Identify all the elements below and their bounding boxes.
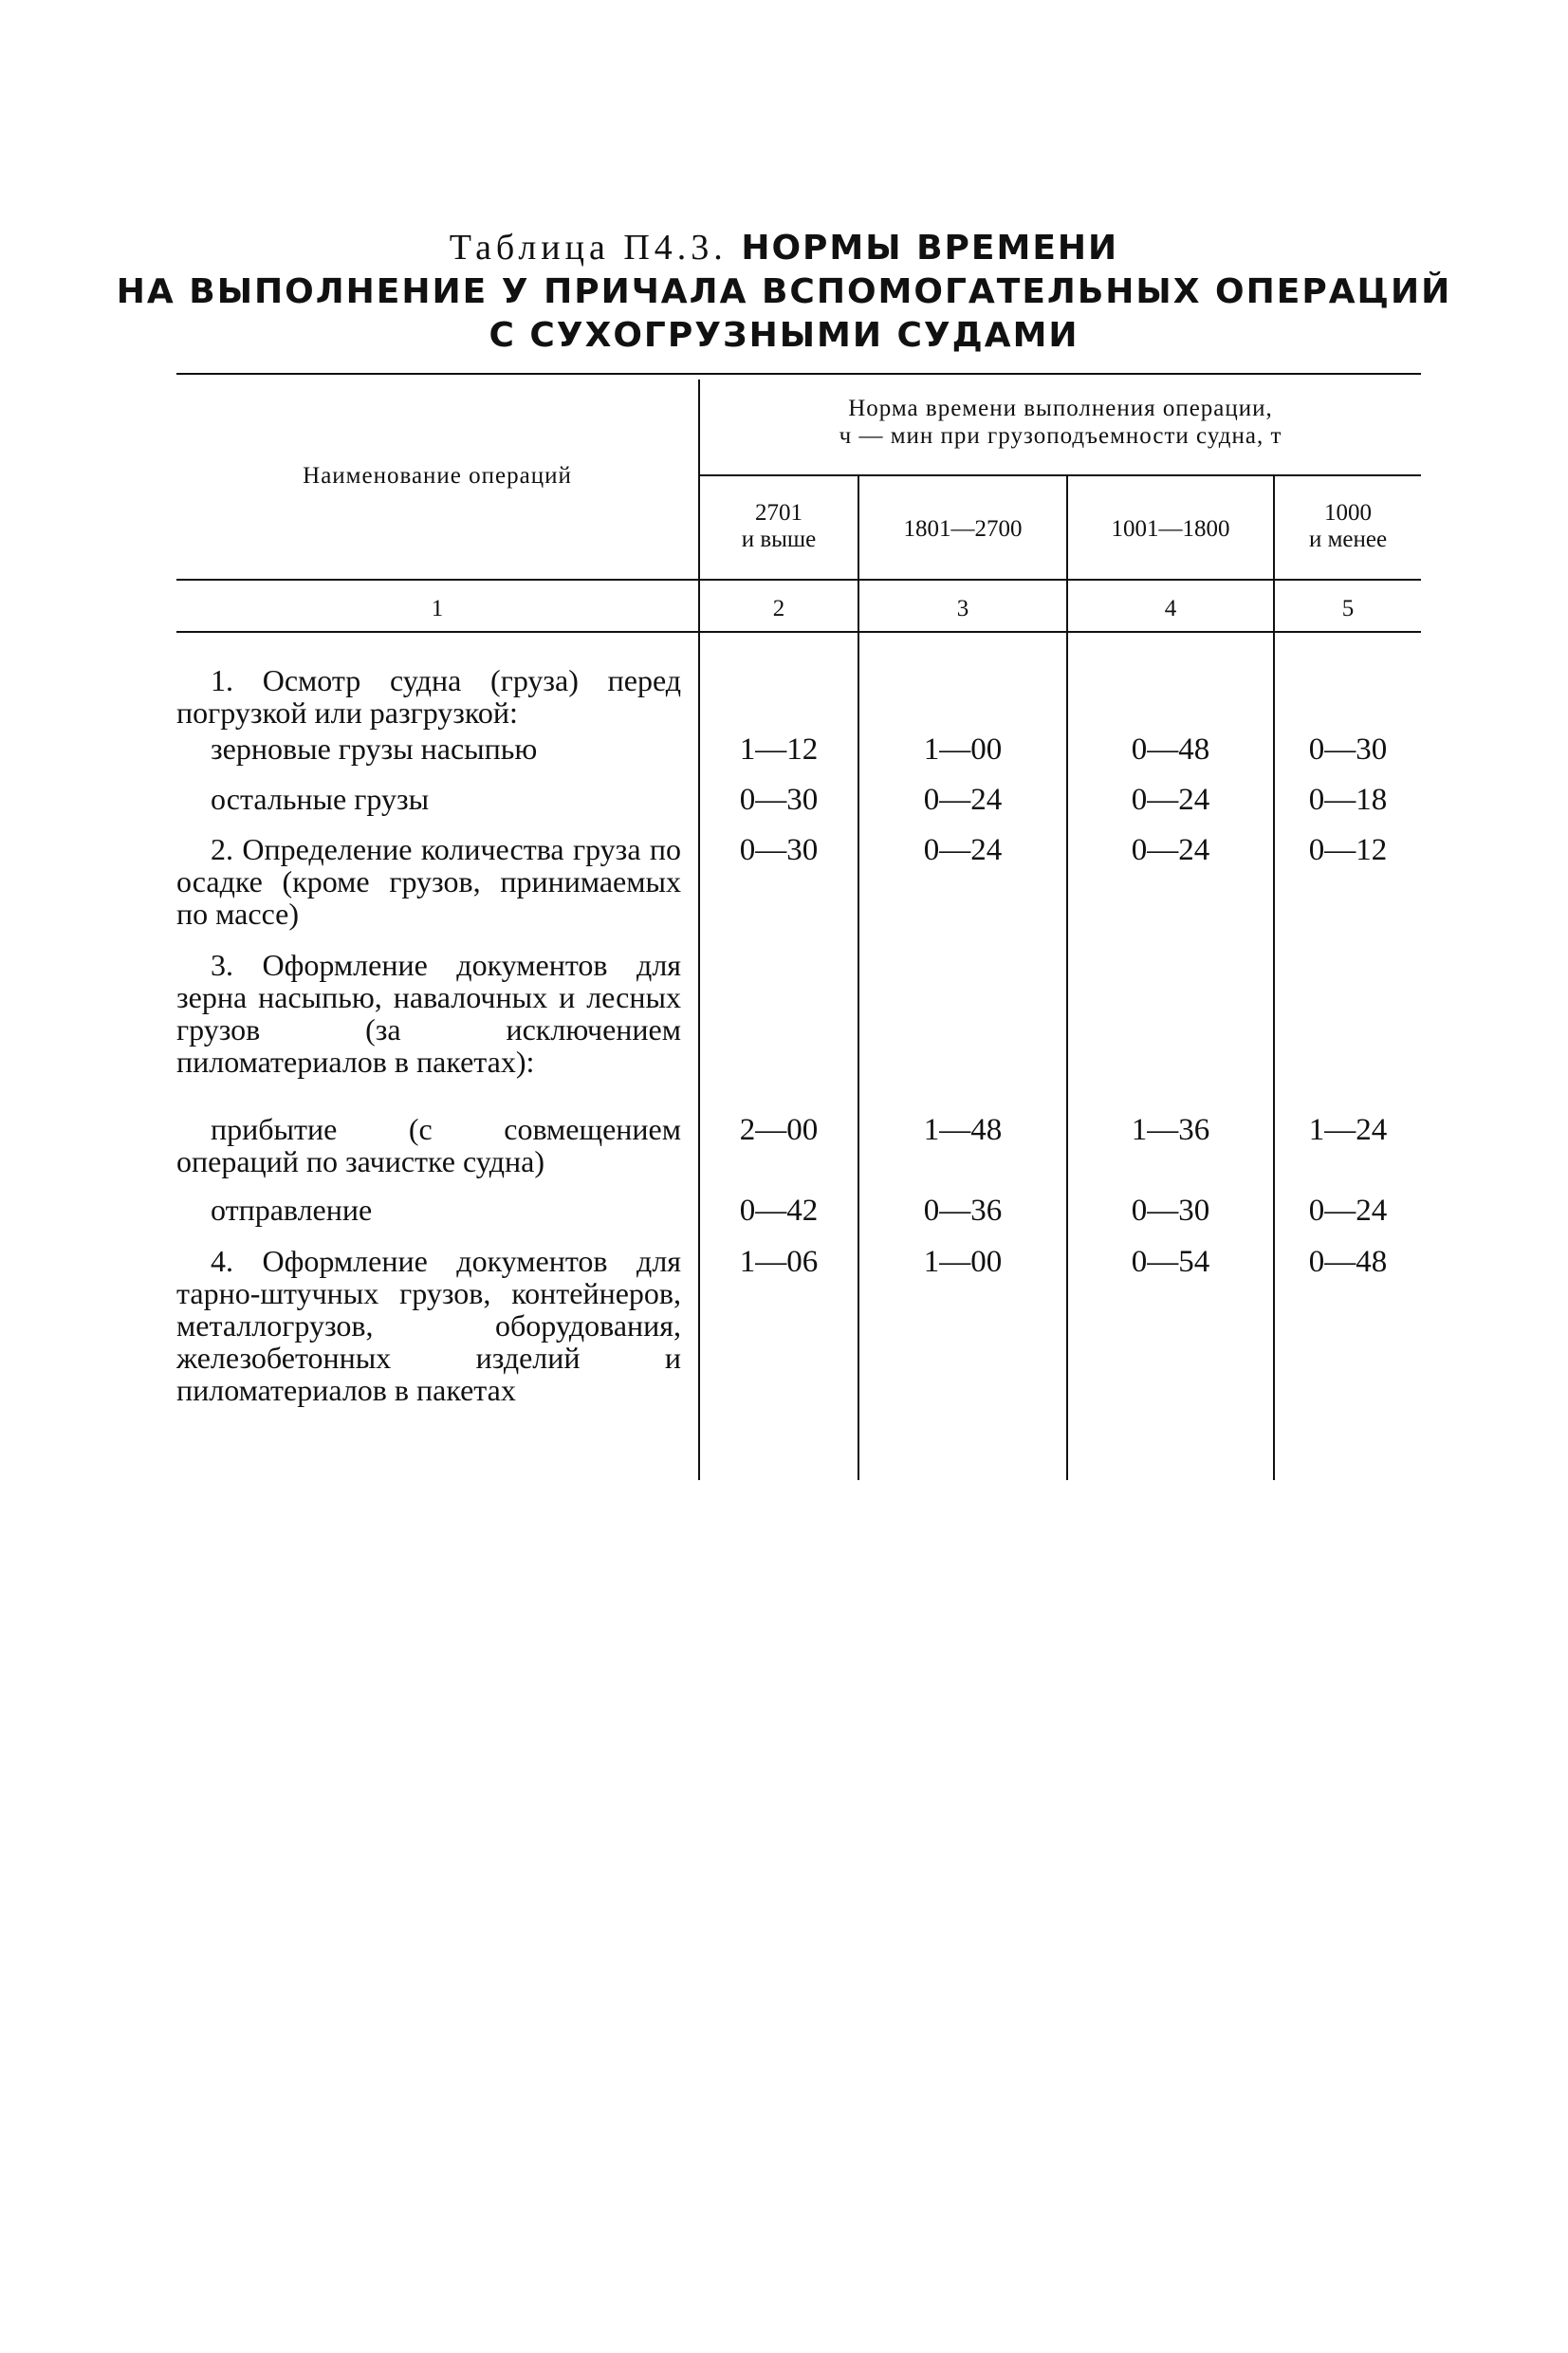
value-cell: 0—24: [923, 783, 1003, 817]
value-cell: 0—42: [739, 1194, 819, 1228]
operation-1b: остальные грузы: [211, 782, 430, 816]
title-line-2: НА ВЫПОЛНЕНИЕ У ПРИЧАЛА ВСПОМОГАТЕЛЬНЫХ ОПЕРАЦИЙ: [116, 272, 1452, 311]
header-col-5: [1275, 500, 1421, 553]
value-cell: 0—30: [1131, 1194, 1210, 1228]
value-cell: 0—30: [739, 783, 819, 817]
value-cell: 1—00: [923, 732, 1003, 767]
value-cell: 0—54: [1131, 1245, 1210, 1279]
colnum-bottom-rule: [176, 631, 1421, 633]
value-cell: 1—00: [923, 1245, 1003, 1279]
operation-2: 2. Определение количества груза по осадке (кроме грузов, принимаемых по массе): [176, 832, 681, 931]
col-divider-2: [858, 474, 859, 1480]
col-divider-3: [1066, 474, 1068, 1480]
value-cell: 0—12: [1308, 833, 1388, 867]
header-col-2-line-1: 2701: [755, 500, 802, 526]
operation-1a: зерновые грузы насыпью: [211, 732, 538, 766]
value-cell: 0—48: [1131, 732, 1210, 767]
title-line-1: [0, 226, 1568, 270]
operation-3a: прибытие (с совмещением операций по зачистке судна): [176, 1112, 681, 1178]
subheader-rule: [700, 474, 1421, 476]
col-divider-4: [1273, 474, 1275, 1480]
table-top-rule: [176, 373, 1421, 375]
operation-3b: отправление: [211, 1193, 373, 1227]
header-col-2: [700, 500, 858, 553]
header-col-4: 1001—1800: [1111, 516, 1230, 542]
value-cell: 1—06: [739, 1245, 819, 1279]
value-cell: 0—24: [923, 833, 1003, 867]
header-col-5-line-1: 1000: [1324, 500, 1372, 526]
operation-4: 4. Оформление документов для тарно-штучных грузов, контейнеров, металлогрузов, оборудования, железобетонных изделий и пиломатериалов в пакетах: [176, 1244, 681, 1407]
col-number-2: 2: [772, 596, 785, 621]
operation-3: 3. Оформление документов для зерна насыпью, навалочных и лесных грузов (за исключением пиломатериалов в пакетах):: [176, 948, 681, 1079]
header-operation-name: Наименование операций: [303, 463, 572, 489]
value-cell: 0—18: [1308, 783, 1388, 817]
value-cell: 0—24: [1131, 833, 1210, 867]
col-number-1: 1: [431, 596, 444, 621]
value-cell: 1—24: [1308, 1113, 1388, 1147]
header-bottom-rule: [176, 579, 1421, 581]
value-cell: 0—30: [1308, 732, 1388, 767]
header-norm-line-2: ч — мин при грузоподъемности судна, т: [839, 423, 1282, 449]
value-cell: 0—30: [739, 833, 819, 867]
col-number-3: 3: [956, 596, 969, 621]
value-cell: 0—24: [1131, 783, 1210, 817]
col-number-5: 5: [1341, 596, 1355, 621]
header-col-3: 1801—2700: [903, 516, 1023, 542]
col-number-4: 4: [1164, 596, 1177, 621]
value-cell: 0—24: [1308, 1194, 1388, 1228]
table-number: Таблица П4.3.: [449, 228, 728, 268]
header-col-5-line-2: и менее: [1308, 527, 1388, 552]
value-cell: 1—12: [739, 732, 819, 767]
header-col-2-line-2: и выше: [741, 527, 817, 552]
value-cell: 0—36: [923, 1194, 1003, 1228]
value-cell: 1—36: [1131, 1113, 1210, 1147]
header-norm-line-1: Норма времени выполнения операции,: [848, 396, 1273, 421]
title-text-1: НОРМЫ ВРЕМЕНИ: [741, 229, 1119, 268]
value-cell: 2—00: [739, 1113, 819, 1147]
title-line-3: С СУХОГРУЗНЫМИ СУДАМИ: [489, 316, 1079, 355]
operation-1: 1. Осмотр судна (груза) перед погрузкой или разгрузкой:: [176, 663, 681, 730]
value-cell: 0—48: [1308, 1245, 1388, 1279]
value-cell: 1—48: [923, 1113, 1003, 1147]
table-title: [0, 226, 1568, 358]
